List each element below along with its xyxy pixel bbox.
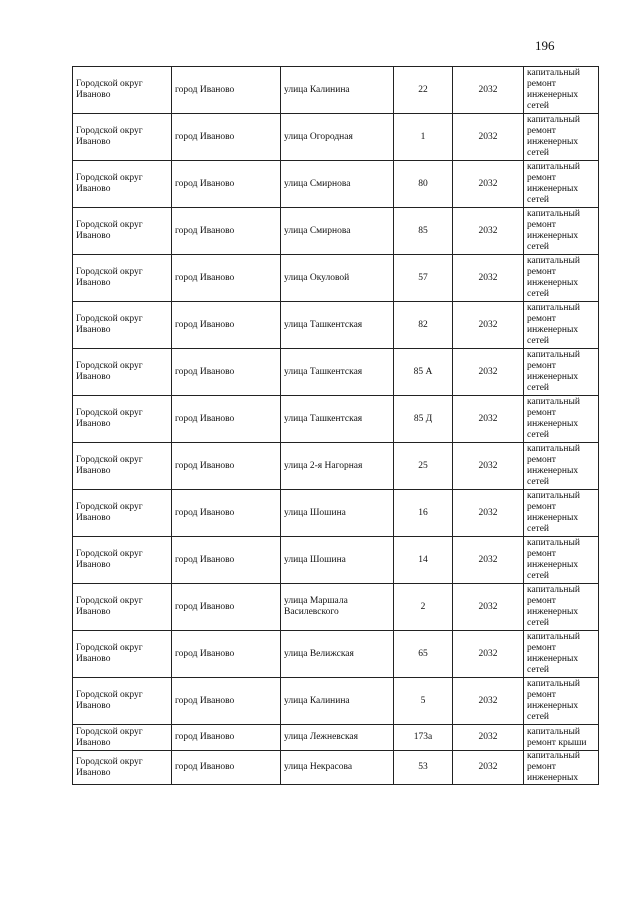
work-type-cell [524, 208, 599, 255]
work-type-text: капитальный ремонт инженерных сетей [527, 491, 580, 534]
city-cell: город Иваново [172, 302, 281, 349]
page-number: 196 [535, 38, 555, 53]
city-cell: город Иваново [172, 490, 281, 537]
table-row [73, 725, 599, 751]
city-cell: город Иваново [172, 396, 281, 443]
house-number-cell: 2 [394, 584, 453, 631]
street-cell: улица Калинина [281, 678, 394, 725]
table-row [73, 631, 599, 678]
okrug-cell: Городской округ Иваново [73, 255, 172, 302]
house-number-cell: 65 [394, 631, 453, 678]
address-program-table [72, 66, 599, 785]
work-type-text: капитальный ремонт инженерных сетей [527, 350, 580, 393]
table-row [73, 443, 599, 490]
year-cell: 2032 [453, 302, 524, 349]
street-cell: улица Шошина [281, 490, 394, 537]
street-cell: улица Ташкентская [281, 396, 394, 443]
street-cell: улица Смирнова [281, 208, 394, 255]
city-cell: город Иваново [172, 678, 281, 725]
work-type-text: капитальный ремонт инженерных сетей [527, 256, 580, 299]
house-number-cell: 25 [394, 443, 453, 490]
table-row [73, 67, 599, 114]
city-cell: город Иваново [172, 537, 281, 584]
work-type-cell [524, 443, 599, 490]
work-type-cell [524, 537, 599, 584]
year-cell: 2032 [453, 490, 524, 537]
year-cell: 2032 [453, 255, 524, 302]
okrug-cell: Городской округ Иваново [73, 302, 172, 349]
okrug-cell: Городской округ Иваново [73, 584, 172, 631]
city-cell: город Иваново [172, 208, 281, 255]
okrug-cell: Городской округ Иваново [73, 208, 172, 255]
street-cell: улица 2-я Нагорная [281, 443, 394, 490]
table-row [73, 490, 599, 537]
work-type-cell [524, 584, 599, 631]
house-number-cell: 16 [394, 490, 453, 537]
work-type-text: капитальный ремонт инженерных сетей [527, 538, 580, 581]
street-cell: улица Некрасова [281, 751, 394, 785]
work-type-cell [524, 67, 599, 114]
work-type-cell [524, 490, 599, 537]
year-cell: 2032 [453, 67, 524, 114]
okrug-cell: Городской округ Иваново [73, 751, 172, 785]
house-number-cell: 85 А [394, 349, 453, 396]
work-type-cell [524, 725, 599, 751]
street-cell: улица Ташкентская [281, 349, 394, 396]
city-cell: город Иваново [172, 255, 281, 302]
house-number-cell: 1 [394, 114, 453, 161]
year-cell: 2032 [453, 208, 524, 255]
table-row [73, 537, 599, 584]
city-cell: город Иваново [172, 584, 281, 631]
work-type-text: капитальный ремонт инженерных сетей [527, 444, 580, 487]
okrug-cell: Городской округ Иваново [73, 67, 172, 114]
year-cell: 2032 [453, 349, 524, 396]
street-cell: улица Велижская [281, 631, 394, 678]
house-number-cell: 53 [394, 751, 453, 785]
work-type-text: капитальный ремонт инженерных сетей [527, 397, 580, 440]
work-type-text: капитальный ремонт инженерных сетей [527, 585, 580, 628]
street-cell: улица Калинина [281, 67, 394, 114]
table-row [73, 349, 599, 396]
year-cell: 2032 [453, 114, 524, 161]
work-type-cell [524, 255, 599, 302]
okrug-cell: Городской округ Иваново [73, 349, 172, 396]
city-cell: город Иваново [172, 443, 281, 490]
work-type-cell [524, 631, 599, 678]
city-cell: город Иваново [172, 751, 281, 785]
work-type-text: капитальный ремонт крыши [527, 726, 587, 748]
year-cell: 2032 [453, 725, 524, 751]
house-number-cell: 14 [394, 537, 453, 584]
street-cell: улица Лежневская [281, 725, 394, 751]
house-number-cell: 85 Д [394, 396, 453, 443]
street-cell: улица Смирнова [281, 161, 394, 208]
table-row [73, 114, 599, 161]
work-type-text: капитальный ремонт инженерных сетей [527, 632, 580, 675]
okrug-cell: Городской округ Иваново [73, 443, 172, 490]
okrug-cell: Городской округ Иваново [73, 631, 172, 678]
table-row [73, 161, 599, 208]
work-type-cell [524, 349, 599, 396]
house-number-cell: 173а [394, 725, 453, 751]
city-cell: город Иваново [172, 725, 281, 751]
work-type-text: капитальный ремонт инженерных сетей [527, 209, 580, 252]
table-row [73, 678, 599, 725]
table-row [73, 255, 599, 302]
work-type-cell [524, 161, 599, 208]
house-number-cell: 5 [394, 678, 453, 725]
street-cell: улица Ташкентская [281, 302, 394, 349]
table-row [73, 396, 599, 443]
table-row [73, 302, 599, 349]
street-cell: улица Окуловой [281, 255, 394, 302]
work-type-text: капитальный ремонт инженерных [527, 751, 580, 783]
okrug-cell: Городской округ Иваново [73, 161, 172, 208]
year-cell: 2032 [453, 537, 524, 584]
work-type-cell [524, 396, 599, 443]
street-cell: улица Маршала Василевского [281, 584, 394, 631]
year-cell: 2032 [453, 443, 524, 490]
year-cell: 2032 [453, 161, 524, 208]
work-type-text: капитальный ремонт инженерных сетей [527, 68, 580, 111]
work-type-cell [524, 302, 599, 349]
city-cell: город Иваново [172, 161, 281, 208]
table-row [73, 751, 599, 785]
work-type-cell [524, 678, 599, 725]
house-number-cell: 82 [394, 302, 453, 349]
okrug-cell: Городской округ Иваново [73, 490, 172, 537]
work-type-text: капитальный ремонт инженерных сетей [527, 679, 580, 722]
work-type-text: капитальный ремонт инженерных сетей [527, 162, 580, 205]
house-number-cell: 57 [394, 255, 453, 302]
year-cell: 2032 [453, 396, 524, 443]
house-number-cell: 85 [394, 208, 453, 255]
table-row [73, 208, 599, 255]
year-cell: 2032 [453, 678, 524, 725]
okrug-cell: Городской округ Иваново [73, 396, 172, 443]
house-number-cell: 22 [394, 67, 453, 114]
city-cell: город Иваново [172, 114, 281, 161]
work-type-cell [524, 751, 599, 785]
work-type-text: капитальный ремонт инженерных сетей [527, 303, 580, 346]
street-cell: улица Шошина [281, 537, 394, 584]
okrug-cell: Городской округ Иваново [73, 725, 172, 751]
work-type-text: капитальный ремонт инженерных сетей [527, 115, 580, 158]
city-cell: город Иваново [172, 67, 281, 114]
house-number-cell: 80 [394, 161, 453, 208]
okrug-cell: Городской округ Иваново [73, 678, 172, 725]
okrug-cell: Городской округ Иваново [73, 537, 172, 584]
city-cell: город Иваново [172, 631, 281, 678]
city-cell: город Иваново [172, 349, 281, 396]
year-cell: 2032 [453, 584, 524, 631]
street-cell: улица Огородная [281, 114, 394, 161]
year-cell: 2032 [453, 751, 524, 785]
year-cell: 2032 [453, 631, 524, 678]
okrug-cell: Городской округ Иваново [73, 114, 172, 161]
table-row [73, 584, 599, 631]
work-type-cell [524, 114, 599, 161]
